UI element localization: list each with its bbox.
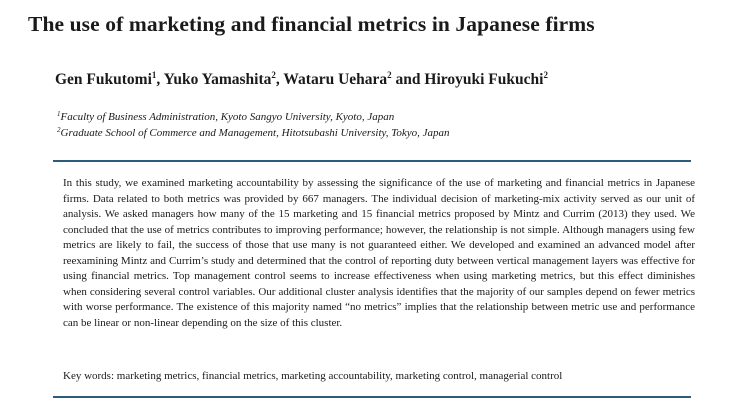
author-separator: , — [275, 71, 284, 88]
author-separator: , — [156, 71, 164, 88]
author-name: Wataru Uehara — [283, 71, 388, 88]
author-name: Gen Fukutomi — [55, 71, 152, 88]
affiliation-marker: 2 — [387, 70, 392, 80]
affiliation-list — [57, 110, 450, 141]
author-separator: and — [391, 71, 425, 88]
affiliation-marker: 1 — [57, 110, 61, 118]
keywords: Key words: marketing metrics, financial metrics, marketing accountability, marketing control, managerial control — [63, 370, 563, 382]
author — [424, 71, 548, 88]
affiliation-marker: 2 — [271, 70, 276, 80]
author — [283, 71, 424, 88]
paper-title: The use of marketing and financial metrics in Japanese firms — [28, 12, 595, 36]
affiliation-marker: 2 — [57, 125, 61, 134]
author — [164, 71, 284, 88]
affiliation — [57, 110, 450, 126]
affiliation-marker: 2 — [543, 70, 548, 80]
affiliation-text: Faculty of Business Administration, Kyoto Sangyo University, Kyoto, Japan — [60, 111, 395, 123]
abstract-text: In this study, we examined marketing accountability by assessing the significance of the use of marketing and financial metrics in Japanese firms. Data related to both metrics was provided by 667 managers. The individual decision of marketing-mix activity served as our unit of analysis. We asked managers how many of the 15 marketing and 15 financial metrics proposed by Mintz and Currim (2013) they used. We concluded that the use of metrics contributes to improving performance; however, the relationship is not simple. Although managers using few metrics are likely to fail, the success of those that use many is not guaranteed either. We developed and examined an advanced model after reexamining Mintz and Currim’s study and determined that the control of reporting duty between vertical management layers was effective for using financial metrics. Top management control seems to increase effectiveness when using marketing metrics, but this effect diminishes when considering several control variables. Our additional cluster analysis identifies that the majority of our samples depend on fewer metrics with worse performance. The existence of this majority named “no metrics” implies that the relationship between metric use and performance can be linear or non-linear depending on the size of this cluster. — [63, 177, 695, 329]
affiliation — [57, 126, 450, 142]
affiliation-text: Graduate School of Commerce and Management, Hitotsubashi University, Tokyo, Japan — [60, 126, 450, 139]
author — [55, 71, 164, 88]
author-name: Yuko Yamashita — [163, 71, 272, 88]
author-name: Hiroyuki Fukuchi — [424, 71, 544, 88]
bottom-divider — [53, 396, 691, 398]
top-divider — [53, 160, 691, 162]
author-list — [55, 71, 548, 89]
affiliation-marker: 1 — [151, 70, 157, 80]
